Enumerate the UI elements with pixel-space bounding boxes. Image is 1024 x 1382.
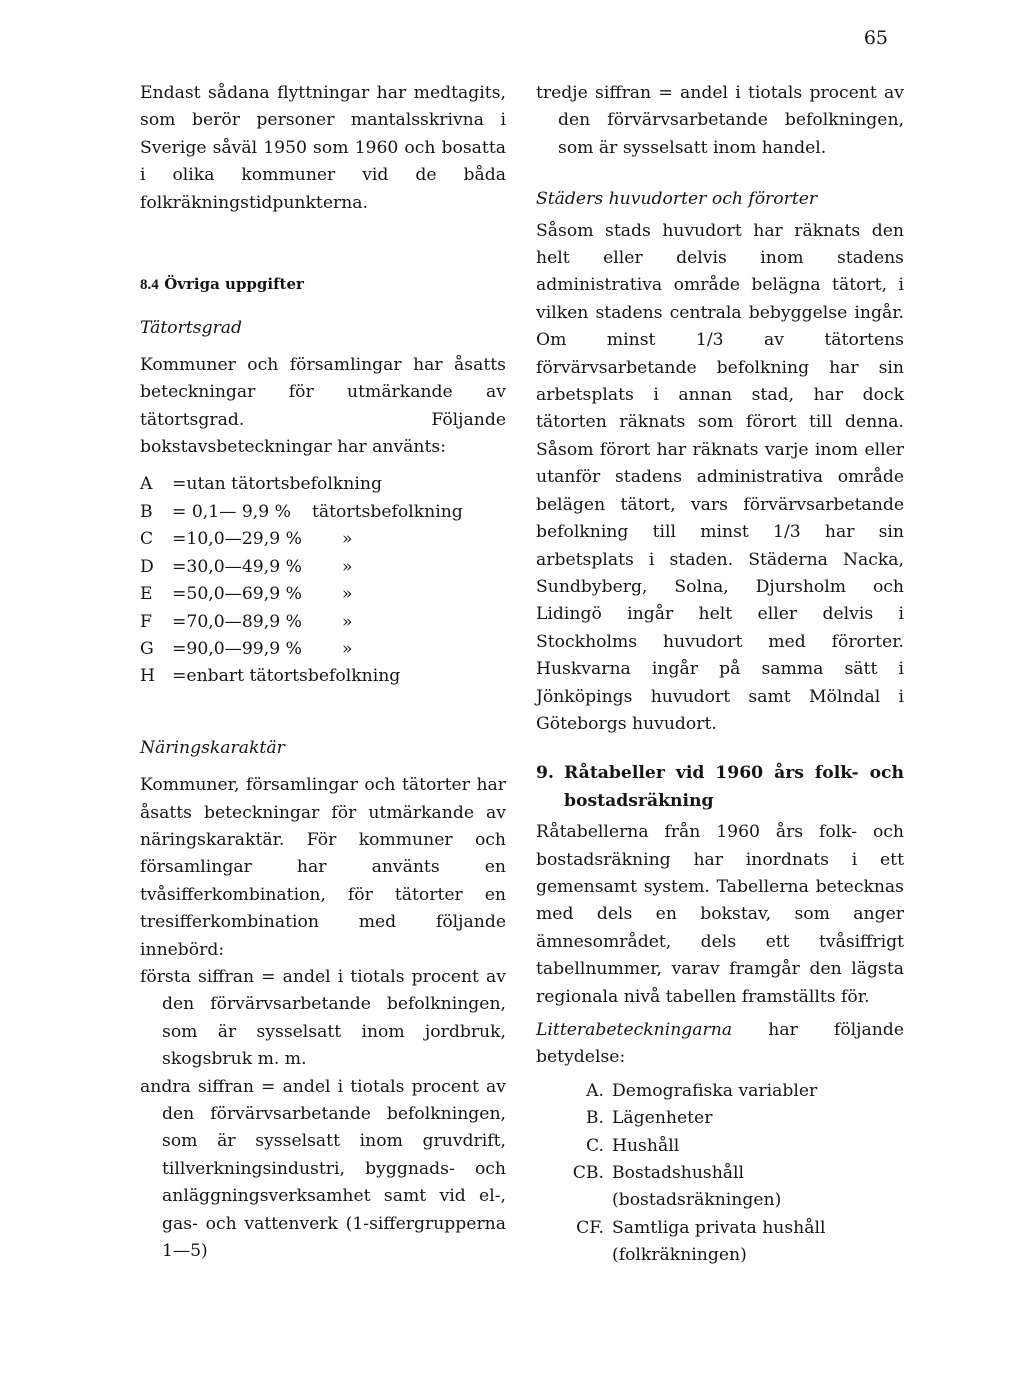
section-title: Övriga uppgifter	[164, 275, 304, 294]
page-number: 65	[863, 27, 888, 49]
list-item: C. Hushåll	[585, 1135, 680, 1156]
stader-paragraph: Såsom stads huvudort har räknats den helt eller delvis inom stadens administrativa område belägna tätort, i vilken stadens centrala bebyggelse ingår. Om minst 1/3 av tätortens förvärvsarbetande befolkning har sin arbetsplats i annan stad, har dock tätorten räknats som förort till denna. Såsom förort har räknats varje inom eller utanför stadens administrativa område belägen tätort, vars förvärvsarbetande befolkning till minst 1/3 har sin arbetsplats i staden. Städerna Nacka, Sundbyberg, Solna, Djursholm och Lidingö ingår helt eller delvis i Stockholms huvudort med förorter. Huskvarna ingår på samma sätt i Jönköpings huvudort samt Mölndal i Göteborgs huvudort.	[536, 220, 904, 734]
litterabeteckningar-intro: Litterabeteckningarna har följande betydelse:	[536, 1020, 904, 1068]
tredje-siffran-definition: tredje siffran = andel i tiotals procent av den förvärvsarbetande befolkningen, som är sysselsatt inom handel.	[536, 83, 904, 158]
section-heading-8-4	[140, 271, 506, 299]
list-item: B. Lägenheter	[585, 1108, 713, 1129]
naringskaraktar-heading: Näringskaraktär	[140, 737, 285, 758]
definition-row: D =30,0—49,9 % »	[140, 556, 353, 577]
definition-row: B = 0,1— 9,9 % tätortsbefolkning	[140, 501, 463, 522]
section9-title: Råtabeller vid 1960 års folk- och bostadsräkning	[564, 763, 904, 811]
section-number: 8.4	[140, 277, 159, 294]
definition-row: E =50,0—69,9 % »	[140, 584, 353, 605]
tatortsgrad-heading: Tätortsgrad	[140, 318, 243, 339]
andra-siffran-definition: andra siffran = andel i tiotals procent av den förvärvsarbetande befolkningen, som är sysselsatt inom gruvdrift, tillverkningsindustri, byggnads- och anläggningsverksamhet samt vid el-, gas- och vattenverk (1-siffergrupperna 1—5)	[140, 1076, 506, 1262]
definition-row: G =90,0—99,9 % »	[140, 638, 353, 659]
definition-row: A =utan tätortsbefolkning	[140, 474, 382, 495]
forsta-siffran-definition: första siffran = andel i tiotals procent av den förvärvsarbetande befolkningen, som är sysselsatt inom jordbruk, skogsbruk m. m.	[140, 966, 506, 1070]
list-item: A. Demografiska variabler	[586, 1080, 818, 1101]
tatortsgrad-definitions	[140, 471, 506, 690]
tatortsgrad-paragraph: Kommuner och församlingar har åsatts beteckningar för utmärkande av tätortsgrad. Följande bokstavsbeteckningar har använts:	[140, 354, 506, 458]
list-item: CF. Samtliga privata hushåll (folkräkningen)	[576, 1217, 826, 1266]
section9-paragraph: Råtabellerna från 1960 års folk- och bostadsräkning har inordnats i ett gemensamt system. Tabellerna betecknas med dels en bokstav, som anger ämnesområdet, dels ett tvåsiffrigt tabellnummer, varav framgår den lägsta regionala nivå tabellen framställts för.	[536, 822, 904, 1007]
right-column	[536, 80, 904, 1270]
stader-heading: Städers huvudorter och förorter	[536, 189, 818, 210]
left-column	[140, 80, 506, 1265]
intro-paragraph: Endast sådana flyttningar har medtagits, som berör personer mantalsskrivna i Sverige såväl 1950 som 1960 och bosatta i olika kommuner vid de båda folkräkningstidpunkterna.	[140, 83, 506, 213]
definition-row: H =enbart tätortsbefolkning	[140, 666, 401, 687]
section-heading-9	[536, 760, 904, 815]
definition-row: F =70,0—89,9 % »	[140, 611, 353, 632]
list-item: CB. Bostadshushåll (bostadsräkningen)	[572, 1163, 782, 1211]
naringskaraktar-paragraph: Kommuner, församlingar och tätorter har åsatts beteckningar för utmärkande av näringskaraktär. För kommuner och församlingar har använts en tvåsifferkombination, för tätorter en tresifferkombination med följande innebörd:	[140, 775, 506, 960]
litterabeteckningar-term: Litterabeteckningarna	[536, 1020, 733, 1040]
definition-row: C =10,0—29,9 % »	[140, 529, 353, 550]
section9-number: 9.	[536, 763, 554, 784]
litterabeteckningar-list	[536, 1078, 904, 1270]
